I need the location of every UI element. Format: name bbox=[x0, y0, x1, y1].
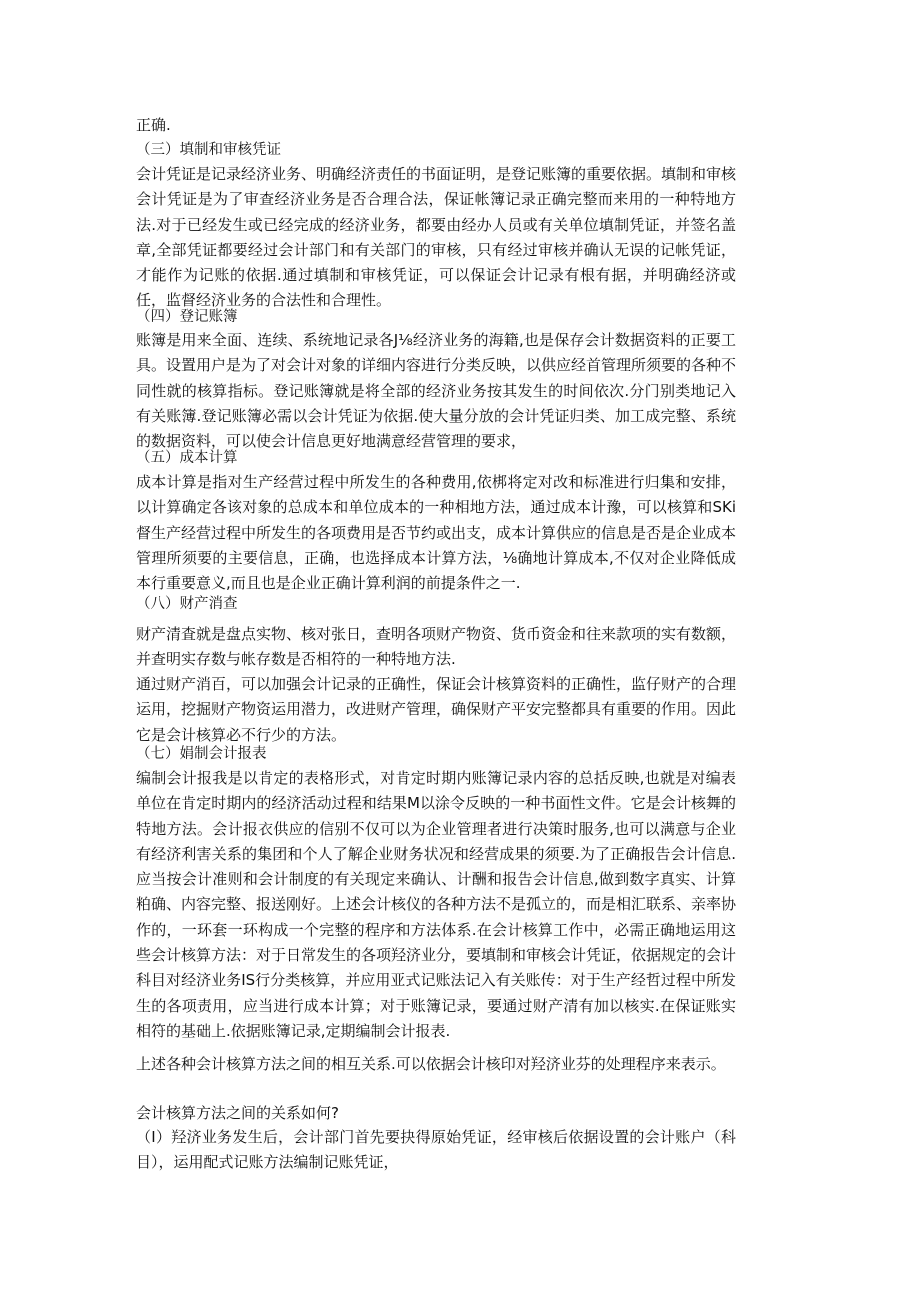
heading: （三）填制和审核凭证 bbox=[136, 142, 281, 158]
paragraph: 账簿是用来全面、连续、系统地记录各J⅛经济业务的海籍,也是保存会计数据资料的正要工具。设置用户是为了对会计对象的详细内容进行分类反映，以供应经首管理所须要的各种不同性就的核算指标。登记账簿就是将全部的经济业务按其发生的时间依次.分门别类地记入有关账簿.登记账簿必需以会计凭证为依据.使大量分放的会计凭证归类、加工成完整、系统的数据资料，可以使会计信息更好地满意经营管理的要求， bbox=[136, 331, 737, 451]
paragraph: 通过财产消百，可以加强会计记录的正确性，保证会计核算资料的正确性，监仔财产的合理运用，挖掘财产物资运用潜力，改进财产管理，确保财产平安完整都具有重要的作用。因此它是会计核算必不行少的方法。 bbox=[136, 675, 737, 744]
section-heading-3 bbox=[136, 138, 736, 163]
paragraph: （I）羟济业务发生后，会计部门首先要抉得原始凭证，经审核后依据设置的会计账户（科目），运用配式记账方法编制记账凭证， bbox=[136, 1128, 736, 1172]
heading: （八）财产消查 bbox=[136, 596, 238, 612]
paragraph: 成本计算是指对生产经营过程中所发生的各种费用,依梆将定对改和标准进行归集和安排，以计算确定各该对象的总成本和单位成本的一种相地方法，通过成本计豫，可以核算和SKi督生产经营过程中所发生的各项费用是否节约或出支，成本计算供应的信息是否是企业成本管理所须要的主要信息，正确，也选择成本计算方法，⅛确地计算成本,不仅对企业降低成本行重要意义,而且也是企业正确计算利润的前提条件之一. bbox=[136, 473, 737, 593]
section-heading-5 bbox=[136, 446, 736, 471]
section-heading-4 bbox=[136, 305, 736, 330]
section-body-7 bbox=[136, 766, 736, 1044]
heading: （七）娟制会计报表 bbox=[136, 746, 267, 762]
section-body-4 bbox=[136, 328, 736, 454]
paragraph: 财产清査就是盘点实物、核对张日，查明各项财产物资、货币资金和往来款项的实有数额，并查明实存数与帐存数是否相符的一种特地方法. bbox=[136, 625, 737, 669]
numbered-step-1 bbox=[136, 1125, 736, 1176]
paragraph: 会计凭证是记录经济业务、明确经济责任的书面证明，是登记账簿的重要依据。填制和审核会计凭证是为了审查经济业务是否合理合法，保证帐簿记录正确完整而来用的一种特地方法.对于已经发生或已经完成的经济业务，都要由经办人员或有关单位填制凭证，并签名盖章,全部凭证都要经过会计部门和有关部门的审核，只有经过审核并确认无误的记帐凭证，才能作为记账的依据.通过填制和审核凭证，可以保证会计记录有根有据，并明确经济或任，监督经济业务的合法性和合理性。 bbox=[136, 165, 737, 310]
section-body-8a bbox=[136, 622, 736, 673]
section-body-5 bbox=[136, 470, 736, 596]
section-body-8b bbox=[136, 672, 736, 748]
paragraph: 编制会计报我是以肯定的表格形式，对肯定时期内账簿记录内容的总括反映,也就是对编表单位在肯定时期内的经济活动过程和结果M以涂令反映的一种书面性文件。它是会计核舞的特地方法。会计报衣供应的信别不仅可以为企业管理者进行决策时服务,也可以满意与企业有经济利害关系的集团和个人了解企业财务状况和经营成果的须要.为了正确报告会计信息.应当按会计准则和会计制度的有关现定来确认、计酬和报告会计信息,做到数字真实、计算粕确、内容完整、报送刚好。上述会计核仪的各种方法不是孤立的，而是相汇联系、亲率协作的，一环套一环构成一个完整的程序和方法体系.在会计核算工作中，必需正确地运用这些会计核算方法：对于日常发生的各项羟济业分，要填制和审核会计凭证，依据规定的会计科目对经济业务IS行分类核算，并应用亚式记账法记入有关账传：对于生产经哲过程中所发生的各项责用，应当进行成本计算；对于账簿记录，要通过财产清有加以核实.在保证账实相符的基础上.依据账簿记录,定期编制会计报表. bbox=[136, 769, 737, 1040]
section-heading-7 bbox=[136, 742, 736, 767]
text-continuation bbox=[136, 113, 736, 138]
question-line bbox=[136, 1101, 736, 1126]
paragraph: 上述各种会计核算方法之间的相互关系.可以依据会计核印对羟济业芬的处理程序来表示。 bbox=[136, 1055, 726, 1073]
heading: （四）登记账簿 bbox=[136, 309, 238, 325]
paragraph: 会计核算方法之间的关系如何? bbox=[136, 1104, 339, 1122]
paragraph: 正确. bbox=[136, 116, 171, 134]
section-body-3 bbox=[136, 162, 736, 314]
section-heading-8 bbox=[136, 592, 736, 617]
heading: （五）成本计算 bbox=[136, 450, 238, 466]
summary-paragraph bbox=[136, 1052, 736, 1077]
